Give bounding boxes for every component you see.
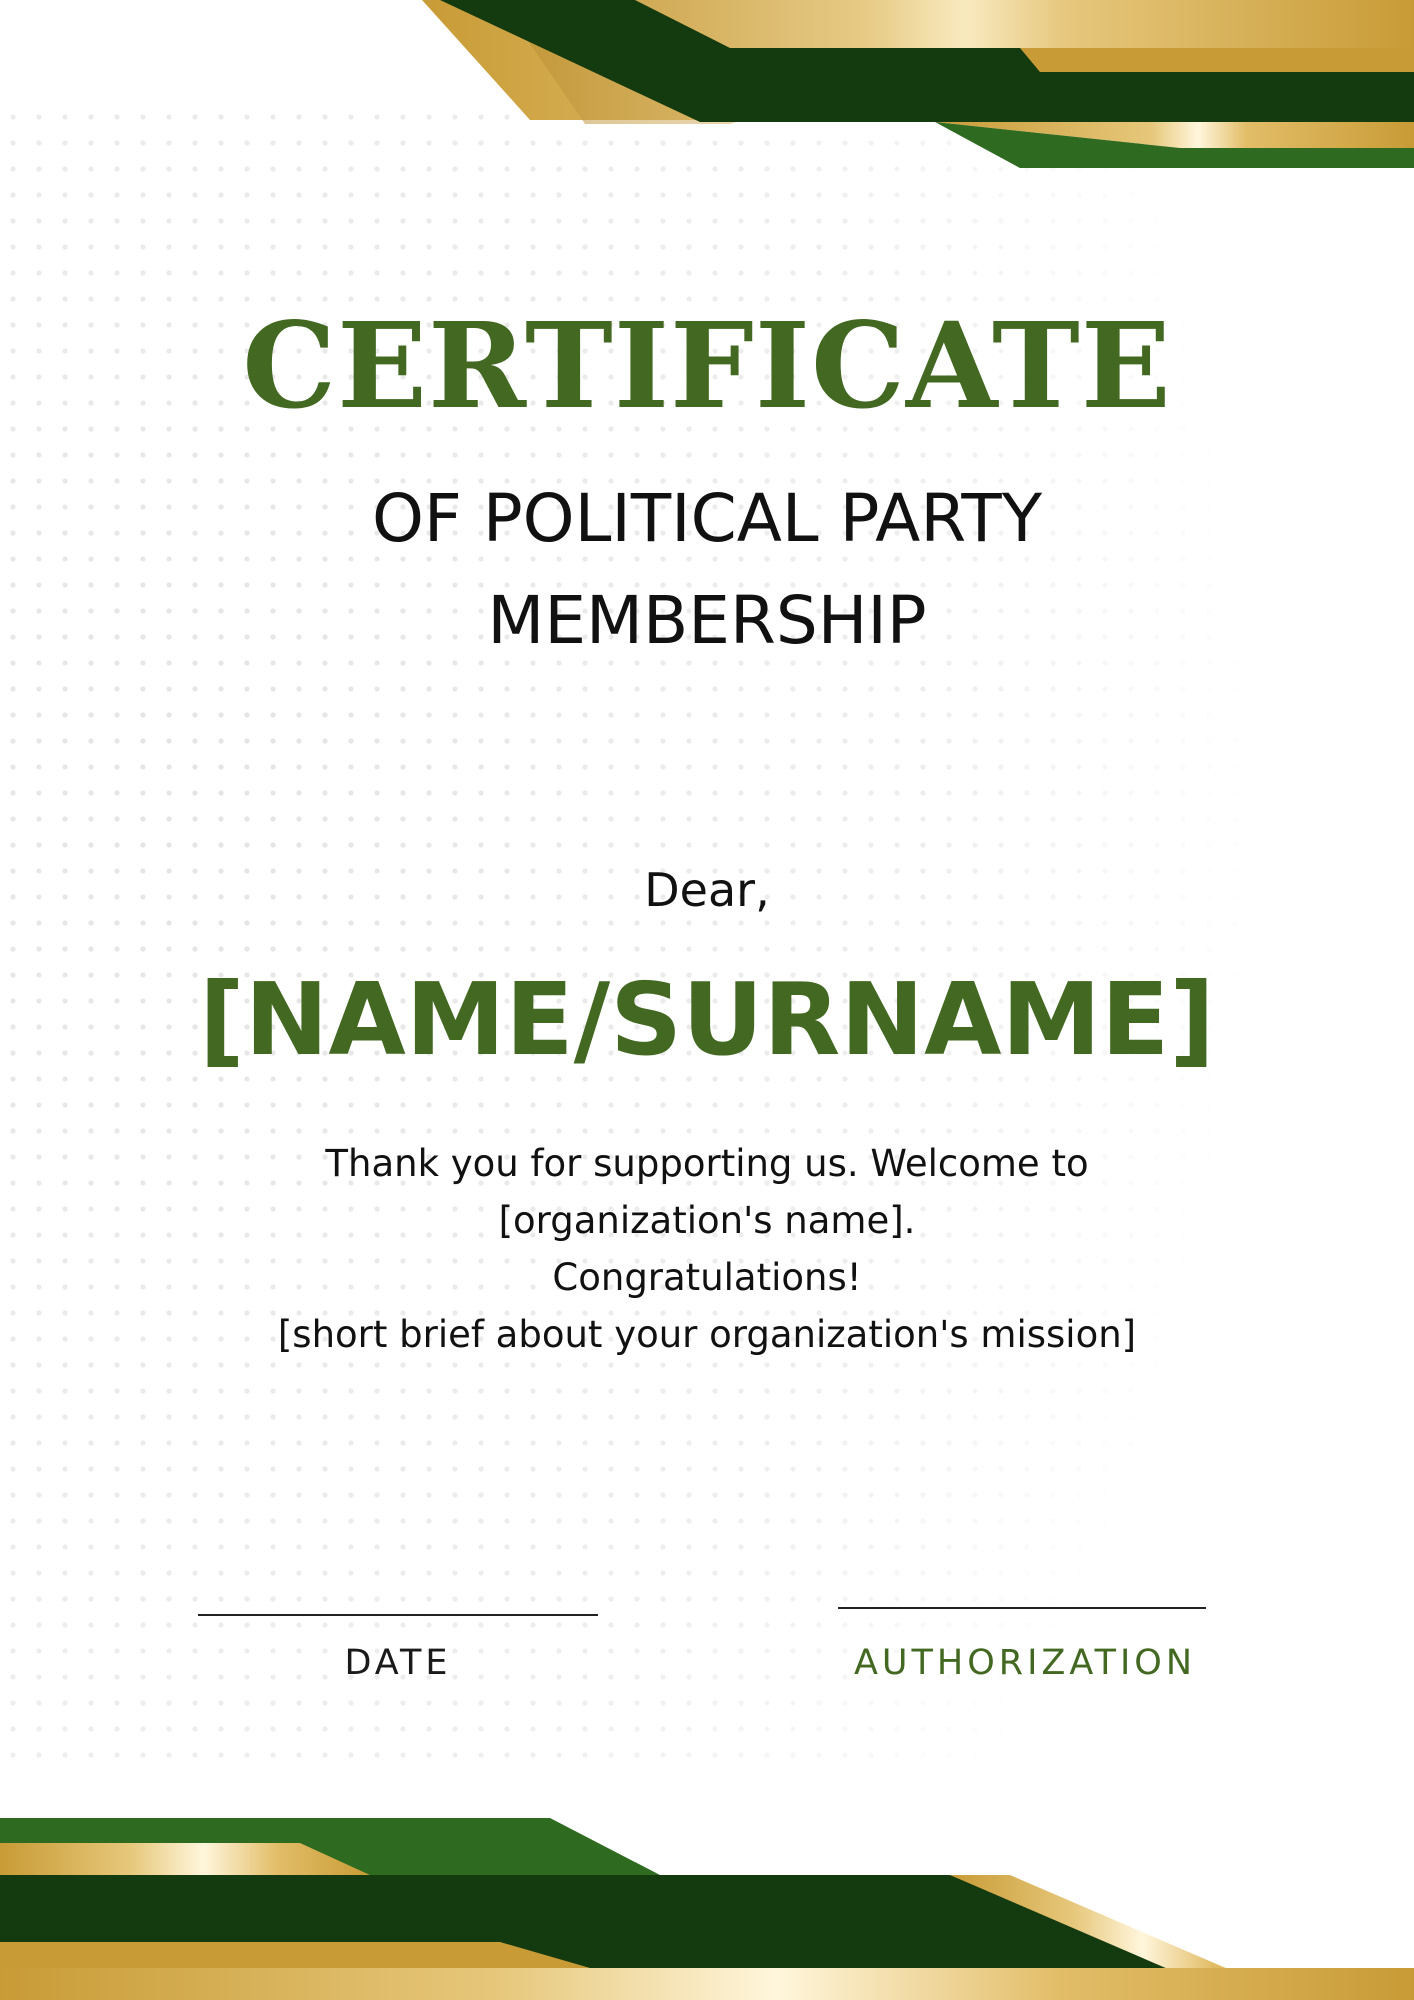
message-line: Thank you for supporting us. Welcome to [325, 1142, 1089, 1185]
date-label: DATE [344, 1643, 452, 1683]
certificate-subtitle [0, 468, 1414, 672]
greeting: Dear, [644, 863, 770, 917]
message-line: Congratulations! [552, 1256, 862, 1299]
subtitle-line: OF POLITICAL PARTY [371, 480, 1043, 557]
date-signature-line [198, 1614, 598, 1616]
recipient-name: [NAME/SURNAME] [199, 961, 1215, 1078]
authorization-label: AUTHORIZATION [853, 1643, 1197, 1683]
message-line: [organization's name]. [498, 1199, 916, 1242]
authorization-signature-line [838, 1607, 1206, 1609]
message-line: [short brief about your organization's mission] [277, 1313, 1137, 1356]
certificate-title: CERTIFICATE [242, 296, 1172, 435]
subtitle-line: MEMBERSHIP [487, 582, 927, 659]
certificate-message [0, 1135, 1414, 1363]
